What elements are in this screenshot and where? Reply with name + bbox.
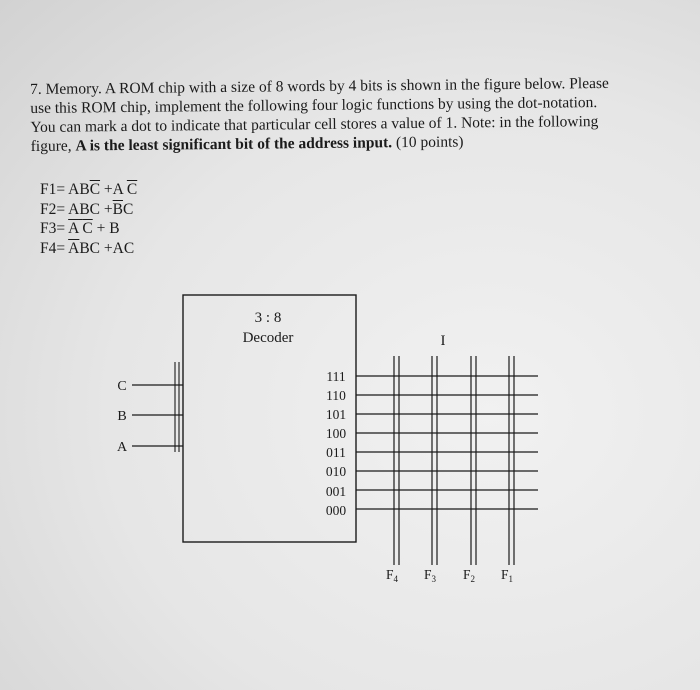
note-emphasis: A is the least significant bit of the address input.	[75, 134, 393, 155]
decoder-title-bottom: Decoder	[242, 330, 294, 346]
column-label-f4: $F_4$	[386, 567, 399, 584]
output-label-000: 000	[325, 503, 347, 518]
input-label-a: A	[116, 440, 128, 455]
function-f2: F2= ABC $+\overline{B}C$	[40, 200, 134, 218]
rom-column-labels	[386, 567, 513, 584]
decoder-input-bus	[175, 362, 179, 452]
question-line: figure, A is the least significant bit of the address input. (10 points)	[30, 133, 464, 155]
output-label-110: 110	[326, 388, 346, 403]
function-f4: $F4= \overline{A}BC +AC$	[40, 239, 135, 257]
column-label-f2: $F_2$	[463, 567, 476, 584]
decoder-output-labels	[326, 369, 347, 518]
output-label-001: 001	[325, 484, 347, 499]
function-f3: $F3= \overline{A}$ $\overline{C} + B$	[40, 220, 120, 237]
output-label-100: 100	[325, 426, 347, 441]
output-label-101: 101	[325, 407, 347, 422]
question-line: You can mark a dot to indicate that particular cell stores a value of 1. Note: in the following	[30, 113, 599, 136]
rom-word-lines	[356, 376, 538, 509]
function-f1: $F1= AB\overline{C} +A$ $\overline{C}$	[40, 181, 138, 198]
question-line: 7. Memory. A ROM chip with a size of 8 words by 4 bits is shown in the figure below. Please	[30, 74, 609, 98]
cursor-marker: I	[440, 333, 446, 349]
column-label-f3: $F_3$	[424, 567, 437, 584]
input-label-c: C	[117, 379, 127, 394]
output-label-111: 111	[326, 369, 346, 384]
decoder-title-top: 3 : 8	[254, 310, 282, 326]
decoder-inputs	[117, 379, 183, 455]
input-label-b: B	[117, 409, 127, 424]
column-label-f1: $F_1$	[501, 567, 514, 584]
output-label-011: 011	[326, 445, 346, 460]
output-label-010: 010	[325, 464, 347, 479]
rom-bit-lines	[394, 356, 514, 565]
question-line: use this ROM chip, implement the following four logic functions by using the dot-notation.	[30, 94, 598, 117]
